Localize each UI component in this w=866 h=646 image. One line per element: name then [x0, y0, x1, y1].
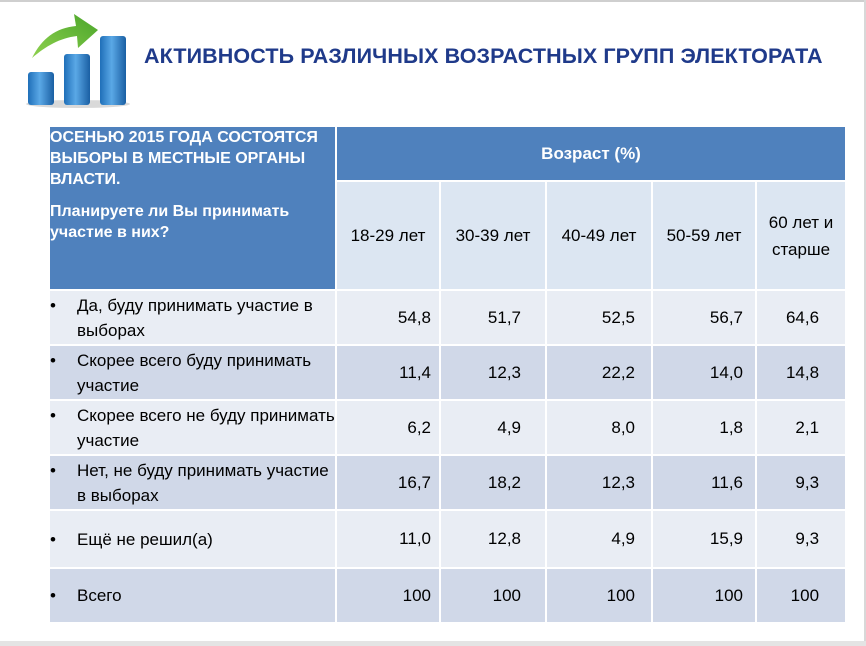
- table-cell: 100: [652, 568, 756, 623]
- row-label: [49, 400, 336, 455]
- question-prompt: Планируете ли Вы принимать участие в них?: [50, 203, 290, 241]
- row-label-text: Скорее всего буду принимать участие: [77, 350, 312, 395]
- bullet-icon: •: [50, 350, 56, 370]
- row-label: [49, 510, 336, 568]
- table-cell: 18,2: [440, 455, 546, 510]
- age-group-40-49: 40-49 лет: [546, 181, 652, 290]
- table-cell: 54,8: [336, 290, 440, 345]
- table-cell: 100: [336, 568, 440, 623]
- table-row: [49, 345, 846, 400]
- slide-bottom-border: [0, 641, 866, 646]
- question-heading: ОСЕНЬЮ 2015 ГОДА СОСТОЯТСЯ ВЫБОРЫ В МЕСТНЫЕ ОРГАНЫ ВЛАСТИ.: [50, 129, 318, 188]
- table-cell: 22,2: [546, 345, 652, 400]
- table-cell: 8,0: [546, 400, 652, 455]
- table-cell: 100: [756, 568, 846, 623]
- table-cell: 9,3: [756, 510, 846, 568]
- table-cell: 14,8: [756, 345, 846, 400]
- table-cell: 12,8: [440, 510, 546, 568]
- table-row: [49, 400, 846, 455]
- table-cell: 15,9: [652, 510, 756, 568]
- table-cell: 100: [440, 568, 546, 623]
- age-group-30-39: 30-39 лет: [440, 181, 546, 290]
- row-label-text: Всего: [77, 586, 122, 605]
- table-cell: 16,7: [336, 455, 440, 510]
- table-row-total: [49, 568, 846, 623]
- table-cell: 11,4: [336, 345, 440, 400]
- table-cell: 100: [546, 568, 652, 623]
- table-cell: 11,6: [652, 455, 756, 510]
- header-row: [49, 126, 846, 181]
- table-cell: 14,0: [652, 345, 756, 400]
- row-label: [49, 345, 336, 400]
- table-cell: 64,6: [756, 290, 846, 345]
- page-title: АКТИВНОСТЬ РАЗЛИЧНЫХ ВОЗРАСТНЫХ ГРУПП ЭЛЕКТОРАТА: [144, 44, 823, 68]
- bullet-icon: •: [50, 586, 56, 605]
- row-label: [49, 455, 336, 510]
- table-cell: 12,3: [546, 455, 652, 510]
- table-cell: 56,7: [652, 290, 756, 345]
- age-group-60-plus: 60 лет и старше: [756, 181, 846, 290]
- age-header: Возраст (%): [336, 126, 846, 181]
- table-cell: 9,3: [756, 455, 846, 510]
- bullet-icon: •: [50, 460, 56, 480]
- row-label-text: Скорее всего не буду принимать участие: [77, 405, 335, 450]
- table-cell: 6,2: [336, 400, 440, 455]
- row-label-text: Нет, не буду принимать участие в выборах: [77, 460, 329, 505]
- bullet-icon: •: [50, 529, 56, 549]
- table-cell: 1,8: [652, 400, 756, 455]
- row-label: [49, 290, 336, 345]
- table-cell: 4,9: [546, 510, 652, 568]
- row-label-text: Да, буду принимать участие в выборах: [77, 295, 313, 340]
- table-row: [49, 455, 846, 510]
- age-group-18-29: 18-29 лет: [336, 181, 440, 290]
- table-cell: 51,7: [440, 290, 546, 345]
- row-label-text: Ещё не решил(а): [77, 529, 213, 549]
- table-cell: 4,9: [440, 400, 546, 455]
- bar-chart-growth-arrow-icon: [18, 2, 136, 110]
- question-header-cell: [49, 126, 336, 290]
- table-cell: 52,5: [546, 290, 652, 345]
- bullet-icon: •: [50, 295, 56, 315]
- table-row: [49, 290, 846, 345]
- table-cell: 2,1: [756, 400, 846, 455]
- row-label: [49, 568, 336, 623]
- age-group-50-59: 50-59 лет: [652, 181, 756, 290]
- table-cell: 12,3: [440, 345, 546, 400]
- bullet-icon: •: [50, 405, 56, 425]
- table-row: [49, 510, 846, 568]
- survey-table: [48, 125, 847, 624]
- table-cell: 11,0: [336, 510, 440, 568]
